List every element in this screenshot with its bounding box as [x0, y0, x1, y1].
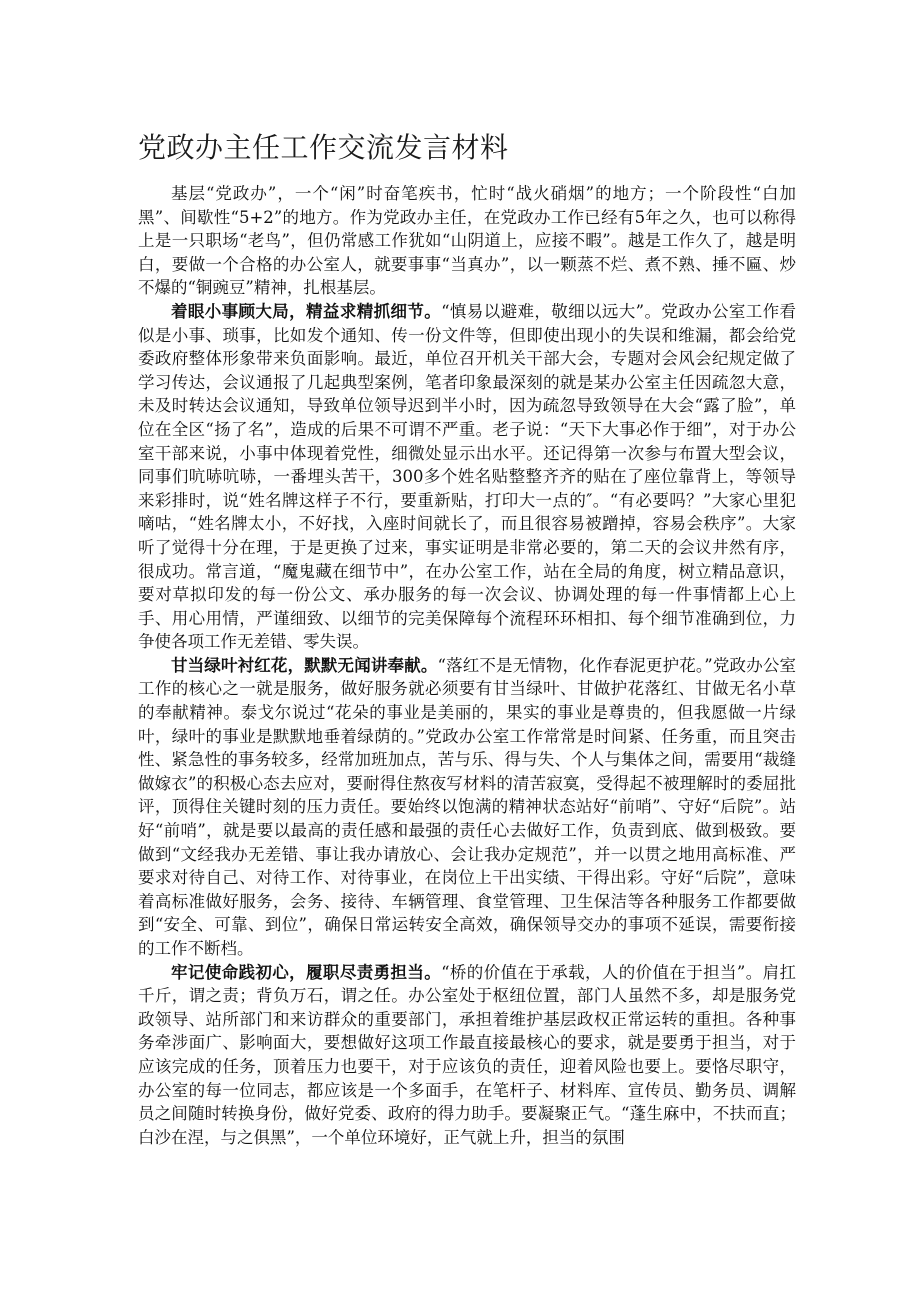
- paragraph-body: 基层“党政办”，一个“闲”时奋笔疾书，忙时“战火硝烟”的地方；一个阶段性“白加黑”、间歇性“5+2”的地方。作为党政办主任，在党政办工作已经有5年之久，也可以称得上是一只职场“老鸟”，但仍常感工作犹如“山阴道上，应接不暇”。越是工作久了，越是明白，要做一个合格的办公室人，就要事事“当真办”，以一颗蒸不烂、煮不熟、捶不匾、炒不爆的“铜豌豆”精神，扎根基层。: [138, 184, 796, 298]
- paragraph-intro: [138, 182, 796, 300]
- page-title: 党政办主任工作交流发言材料: [138, 131, 509, 164]
- paragraph-lead: 牢记使命践初心，履职尽责勇担当。: [171, 962, 442, 982]
- paragraph-body: “落红不是无情物，化作春泥更护花。”党政办公室工作的核心之一就是服务，做好服务就必须要有甘当绿叶、甘做护花落红、甘做无名小草的奉献精神。泰戈尔说过“花朵的事业是美丽的，果实的事业是尊贵的，但我愿做一片绿叶，绿叶的事业是默默地垂着绿荫的。”党政办公室工作常常是时间紧、任务重，而且突击性、紧急性的事务较多，经常加班加点，苦与乐、得与失、个人与集体之间，需要用“裁缝做嫁衣”的积极心态去应对，要耐得住熬夜写材料的清苦寂寞，受得起不被理解时的委屈批评，顶得住关键时刻的压力责任。要始终以饱满的精神状态站好“前哨”、守好“后院”。站好“前哨”，就是要以最高的责任感和最强的责任心去做好工作，负责到底、做到极致。要做到“文经我办无差错、事让我办请放心、会让我办定规范”，并一以贯之地用高标准、严要求对待自己、对待工作、对待事业，在岗位上干出实绩、干得出彩。守好“后院”，意味着高标准做好服务，会务、接待、车辆管理、食堂管理、卫生保洁等各种服务工作都要做到“安全、可靠、到位”，确保日常运转安全高效，确保领导交办的事项不延误，需要衔接的工作不断档。: [138, 655, 797, 958]
- paragraph-section-1: [138, 300, 796, 654]
- paragraph-body: “慎易以避难，敬细以远大”。党政办公室工作看似是小事、琐事，比如发个通知、传一份文件等，但即使出现小的失误和维漏，都会给党委政府整体形象带来负面影响。最近，单位召开机关干部大会，专题对会风会纪规定做了学习传达，会议通报了几起典型案例，笔者印象最深刻的就是某办公室主任因疏忽大意，未及时转达会议通知，导致单位领导迟到半小时，因为疏忽导致领导在大会“露了脸”，单位在全区“扬了名”，造成的后果不可谓不严重。老子说：“天下大事必作于细”，对于办公室干部来说，小事中体现着党性，细微处显示出水平。还记得第一次参与布置大型会议，同事们吭哧吭哧，一番埋头苦干，300多个姓名贴整整齐齐的贴在了座位靠背上，等领导来彩排时，说“姓名牌这样子不行，要重新贴，打印大一点的″。“有必要吗？”大家心里犯嘀咕，“姓名牌太小，不好找，入座时间就长了，而且很容易被蹭掉，容易会秩序”。大家听了觉得十分在理，于是更换了过来，事实证明是非常必要的，第二天的会议井然有序，很成功。常言道，“魔鬼藏在细节中”，在办公室工作，站在全局的角度，树立精品意识，要对草拟印发的每一份公文、承办服务的每一次会议、协调处理的每一件事情都上心上手、用心用情，严谨细致、以细节的完美保障每个流程环环相扣、每个细节准确到位，力争使各项工作无差错、零失误。: [138, 301, 796, 652]
- paragraph-section-2: [138, 654, 796, 961]
- paragraph-lead: 着眼小事顾大局，精益求精抓细节。: [171, 301, 442, 321]
- paragraph-lead: 甘当绿叶衬红花，默默无闻讲奉献。: [171, 655, 438, 675]
- document-page: [138, 128, 796, 1149]
- paragraph-body: “桥的价值在于承载，人的价值在于担当”。肩扛千斤，谓之责；背负万石，谓之任。办公室处于枢纽位置，部门人虽然不多，却是服务党政领导、站所部门和来访群众的重要部门，承担着维护基层政权正常运转的重担。各种事务牵涉面广、影响面大，要想做好这项工作最直接最核心的要求，就是要勇于担当，对于应该完成的任务，顶着压力也要干，对于应该负的责任，迎着风险也要上。要恪尽职守，办公室的每一位同志，都应该是一个多面手，在笔杆子、材料库、宣传员、勤务员、调解员之间随时转换身份，做好党委、政府的得力助手。要凝聚正气。“蓬生麻中，不扶而直；白沙在涅，与之俱黑”，一个单位环境好，正气就上升，担当的氛围: [138, 962, 796, 1147]
- paragraph-section-3: [138, 961, 796, 1150]
